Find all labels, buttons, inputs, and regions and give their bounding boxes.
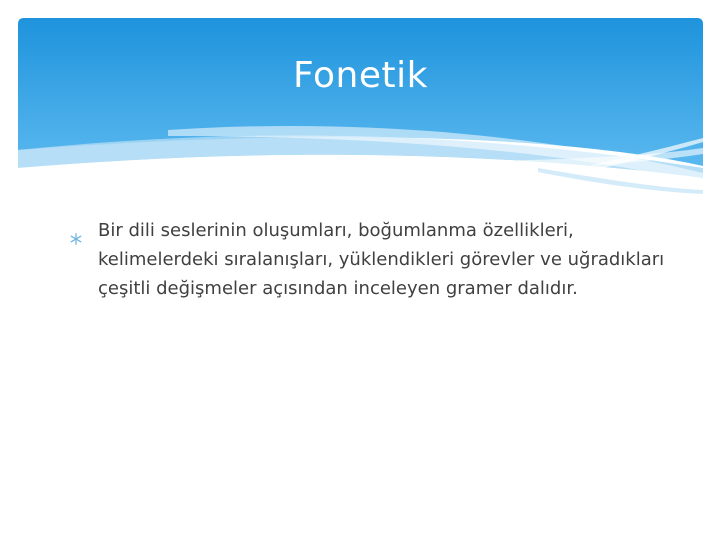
slide-content bbox=[70, 216, 670, 303]
slide-title: Fonetik bbox=[293, 55, 428, 96]
header-band bbox=[18, 18, 703, 198]
header-wave-graphic bbox=[18, 18, 703, 198]
bullet-item bbox=[70, 216, 670, 303]
asterisk-icon bbox=[70, 225, 82, 237]
bullet-text: Bir dili seslerinin oluşumları, boğumlanma özellikleri, kelimelerdeki sıralanışları, yüklendikleri görevler ve uğradıkları çeşitli değişmeler açısından inceleyen gramer dalıdır. bbox=[98, 220, 665, 299]
